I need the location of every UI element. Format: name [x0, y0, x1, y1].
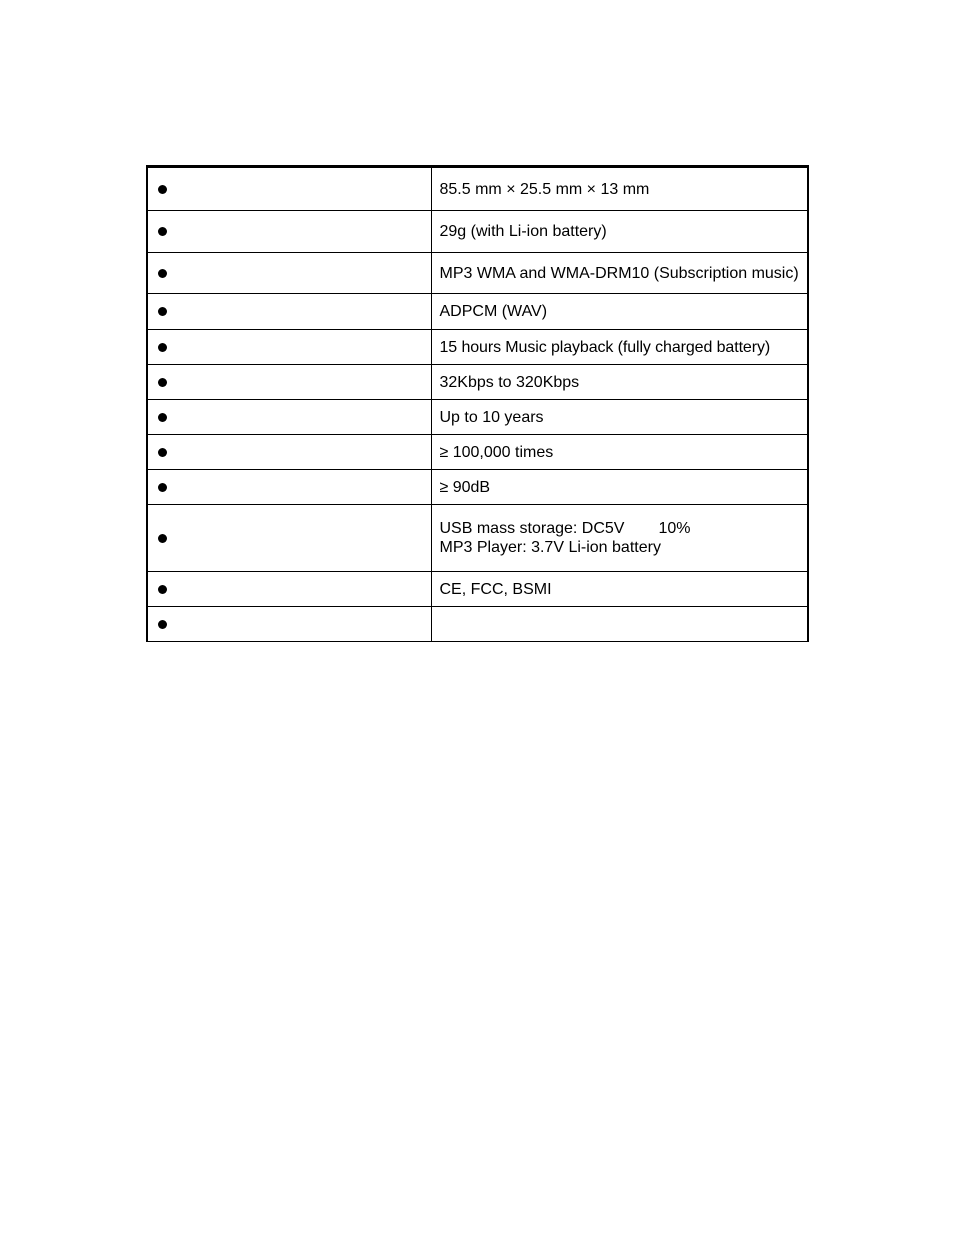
- label-cell: [147, 294, 431, 330]
- bullet-icon: [158, 269, 167, 278]
- value-line: [440, 519, 800, 538]
- label-cell: [147, 470, 431, 505]
- bullet-icon: [158, 378, 167, 387]
- value-cell: 15 hours Music playback (fully charged battery): [431, 330, 808, 365]
- bullet-icon: [158, 585, 167, 594]
- table-row: [147, 607, 808, 642]
- bullet-icon: [158, 413, 167, 422]
- label-cell: [147, 365, 431, 400]
- label-cell: [147, 211, 431, 253]
- label-cell: [147, 572, 431, 607]
- value-cell: ADPCM (WAV): [431, 294, 808, 330]
- label-cell: [147, 330, 431, 365]
- table-row: [147, 505, 808, 572]
- value-cell: 32Kbps to 320Kbps: [431, 365, 808, 400]
- value-cell: ≥ 100,000 times: [431, 435, 808, 470]
- value-line-part: USB mass storage: DC5V: [439, 520, 625, 537]
- table-row: [147, 365, 808, 400]
- bullet-icon: [158, 448, 167, 457]
- specifications-table: [146, 165, 809, 642]
- table-row: [147, 572, 808, 607]
- label-cell: [147, 505, 431, 572]
- value-cell: 85.5 mm × 25.5 mm × 13 mm: [431, 167, 808, 211]
- table-row: [147, 294, 808, 330]
- value-cell: 29g (with Li-ion battery): [431, 211, 808, 253]
- table-row: [147, 253, 808, 294]
- value-cell: MP3 WMA and WMA-DRM10 (Subscription music): [431, 253, 808, 294]
- bullet-icon: [158, 483, 167, 492]
- bullet-icon: [158, 227, 167, 236]
- label-cell: [147, 167, 431, 211]
- table-row: [147, 400, 808, 435]
- label-cell: [147, 400, 431, 435]
- table-row: [147, 330, 808, 365]
- bullet-icon: [158, 534, 167, 543]
- bullet-icon: [158, 307, 167, 316]
- bullet-icon: [158, 185, 167, 194]
- table-row: [147, 470, 808, 505]
- value-cell: CE, FCC, BSMI: [431, 572, 808, 607]
- table-row: [147, 435, 808, 470]
- value-line-part: 10%: [658, 520, 691, 537]
- value-cell: Up to 10 years: [431, 400, 808, 435]
- value-cell: [431, 505, 808, 572]
- value-line: MP3 Player: 3.7V Li-ion battery: [439, 539, 661, 556]
- bullet-icon: [158, 620, 167, 629]
- bullet-icon: [158, 343, 167, 352]
- label-cell: [147, 607, 431, 642]
- label-cell: [147, 435, 431, 470]
- value-cell: ≥ 90dB: [431, 470, 808, 505]
- table-row: [147, 167, 808, 211]
- value-cell: [431, 607, 808, 642]
- table-row: [147, 211, 808, 253]
- label-cell: [147, 253, 431, 294]
